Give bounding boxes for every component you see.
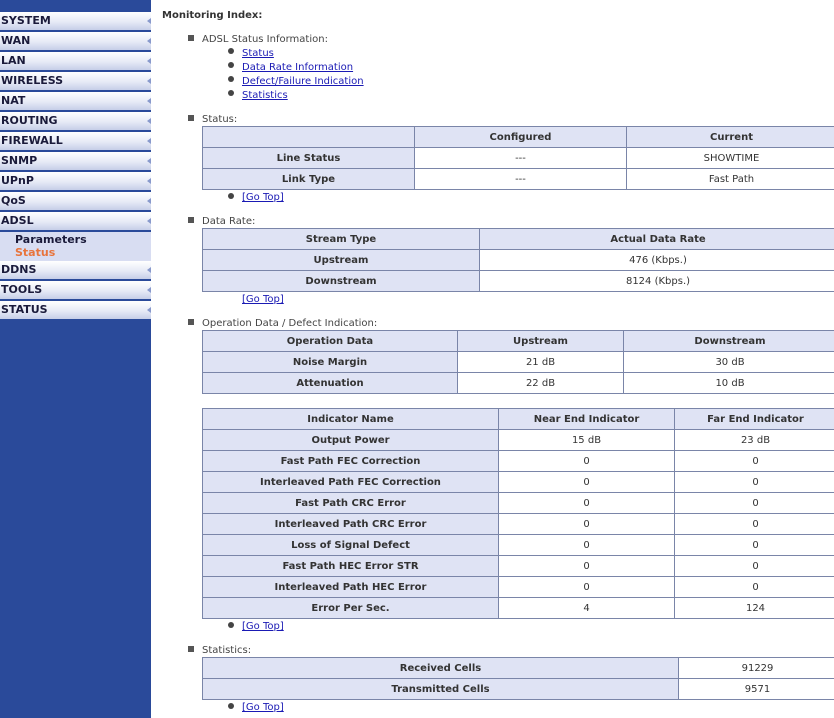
cell-value: 0 (675, 556, 834, 577)
table-row (203, 493, 834, 514)
sidebar-item-adsl[interactable]: ADSL (0, 212, 151, 231)
cell-value: 30 dB (624, 352, 834, 373)
sidebar-item-firewall[interactable]: FIREWALL (0, 132, 151, 151)
table-row (203, 514, 834, 535)
cell-value: 10 dB (624, 373, 834, 394)
header-cell: Current (627, 127, 834, 148)
cell-value: 8124 (Kbps.) (480, 271, 834, 292)
row-label: Upstream (203, 250, 480, 271)
cell-value: 22 dB (458, 373, 624, 394)
cell-value: 23 dB (675, 430, 834, 451)
cell-value: 0 (499, 493, 675, 514)
bullet-icon (228, 90, 234, 96)
sidebar-item-system[interactable]: SYSTEM (0, 12, 151, 31)
cell-value: SHOWTIME (627, 148, 834, 169)
table-header-row (203, 331, 834, 352)
cell-value: --- (415, 148, 627, 169)
status-table (202, 126, 834, 190)
sidebar-item-qos[interactable]: QoS (0, 192, 151, 211)
table-row (203, 373, 834, 394)
sidebar-item-wan[interactable]: WAN (0, 32, 151, 51)
table-row (203, 430, 834, 451)
row-label: Interleaved Path HEC Error (203, 577, 499, 598)
adsl-submenu (0, 232, 151, 261)
table-row (203, 535, 834, 556)
cell-value: 0 (675, 514, 834, 535)
table-row (203, 658, 834, 679)
cell-value: 0 (675, 493, 834, 514)
table-row (203, 271, 834, 292)
row-label: Interleaved Path FEC Correction (203, 472, 499, 493)
sidebar-item-ddns[interactable]: DDNS (0, 261, 151, 280)
table-header-row (203, 127, 834, 148)
bullet-icon (228, 622, 234, 628)
cell-value: 124 (675, 598, 834, 619)
submenu-item-parameters[interactable]: Parameters (15, 233, 87, 246)
cell-value: Fast Path (627, 169, 834, 190)
main-content (151, 0, 834, 718)
row-label: Fast Path FEC Correction (203, 451, 499, 472)
operation-section-label: Operation Data / Defect Indication: (202, 318, 378, 329)
cell-value: 0 (499, 535, 675, 556)
data-rate-table (202, 228, 834, 292)
link-status[interactable]: Status (242, 48, 274, 59)
cell-value: 15 dB (499, 430, 675, 451)
header-cell: Upstream (458, 331, 624, 352)
square-bullet-icon (188, 115, 194, 121)
bullet-icon (228, 48, 234, 54)
table-row (203, 598, 834, 619)
table-row (203, 148, 834, 169)
row-label: Line Status (203, 148, 415, 169)
cell-value: 0 (499, 472, 675, 493)
cell-value: 0 (499, 514, 675, 535)
bullet-icon (228, 703, 234, 709)
statistics-section-label: Statistics: (202, 645, 252, 656)
sidebar-item-snmp[interactable]: SNMP (0, 152, 151, 171)
row-label: Loss of Signal Defect (203, 535, 499, 556)
header-cell: Far End Indicator (675, 409, 834, 430)
row-label: Transmitted Cells (203, 679, 679, 700)
status-section-label: Status: (202, 114, 238, 125)
table-row (203, 352, 834, 373)
row-label: Received Cells (203, 658, 679, 679)
table-row (203, 472, 834, 493)
cell-value: 0 (499, 556, 675, 577)
go-top-link[interactable]: [Go Top] (242, 621, 284, 632)
cell-value: 21 dB (458, 352, 624, 373)
row-label: Link Type (203, 169, 415, 190)
sidebar-item-upnp[interactable]: UPnP (0, 172, 151, 191)
cell-value: 0 (675, 472, 834, 493)
sidebar-item-routing[interactable]: ROUTING (0, 112, 151, 131)
cell-value: --- (415, 169, 627, 190)
go-top-link[interactable]: [Go Top] (242, 192, 284, 203)
table-row (203, 169, 834, 190)
cell-value: 0 (675, 577, 834, 598)
header-cell: Near End Indicator (499, 409, 675, 430)
cell-value: 0 (675, 535, 834, 556)
go-top-link[interactable]: [Go Top] (242, 294, 284, 305)
header-cell: Indicator Name (203, 409, 499, 430)
square-bullet-icon (188, 217, 194, 223)
row-label: Output Power (203, 430, 499, 451)
header-cell: Operation Data (203, 331, 458, 352)
bullet-icon (228, 193, 234, 199)
adsl-info-heading: ADSL Status Information: (202, 34, 328, 45)
header-cell: Stream Type (203, 229, 480, 250)
table-row (203, 679, 834, 700)
row-label: Fast Path HEC Error STR (203, 556, 499, 577)
statistics-table (202, 657, 834, 700)
cell-value: 4 (499, 598, 675, 619)
table-row (203, 577, 834, 598)
link-defect-failure-indication[interactable]: Defect/Failure Indication (242, 76, 364, 87)
table-header-row (203, 409, 834, 430)
sidebar-item-tools[interactable]: TOOLS (0, 281, 151, 300)
go-top-link[interactable]: [Go Top] (242, 702, 284, 713)
header-cell: Configured (415, 127, 627, 148)
sidebar-item-nat[interactable]: NAT (0, 92, 151, 111)
table-row (203, 451, 834, 472)
sidebar-item-lan[interactable]: LAN (0, 52, 151, 71)
header-cell (203, 127, 415, 148)
cell-value: 476 (Kbps.) (480, 250, 834, 271)
cell-value: 0 (675, 451, 834, 472)
square-bullet-icon (188, 646, 194, 652)
row-label: Downstream (203, 271, 480, 292)
header-cell: Downstream (624, 331, 834, 352)
cell-value: 9571 (679, 679, 834, 700)
table-row (203, 556, 834, 577)
row-label: Attenuation (203, 373, 458, 394)
bullet-icon (228, 76, 234, 82)
data-rate-section-label: Data Rate: (202, 216, 256, 227)
link-statistics[interactable]: Statistics (242, 90, 288, 101)
table-header-row (203, 229, 834, 250)
row-label: Noise Margin (203, 352, 458, 373)
sidebar-nav (0, 0, 151, 718)
sidebar-item-status[interactable]: STATUS (0, 301, 151, 320)
row-label: Interleaved Path CRC Error (203, 514, 499, 535)
row-label: Error Per Sec. (203, 598, 499, 619)
page-title: Monitoring Index: (162, 10, 263, 21)
square-bullet-icon (188, 319, 194, 325)
submenu-item-status[interactable]: Status (15, 246, 56, 259)
cell-value: 91229 (679, 658, 834, 679)
cell-value: 0 (499, 451, 675, 472)
indicator-table (202, 408, 834, 619)
square-bullet-icon (188, 35, 194, 41)
bullet-icon (228, 62, 234, 68)
cell-value: 0 (499, 577, 675, 598)
sidebar-item-wireless[interactable]: WIRELESS (0, 72, 151, 91)
link-data-rate-information[interactable]: Data Rate Information (242, 62, 354, 73)
table-row (203, 250, 834, 271)
row-label: Fast Path CRC Error (203, 493, 499, 514)
header-cell: Actual Data Rate (480, 229, 834, 250)
operation-data-table (202, 330, 834, 394)
